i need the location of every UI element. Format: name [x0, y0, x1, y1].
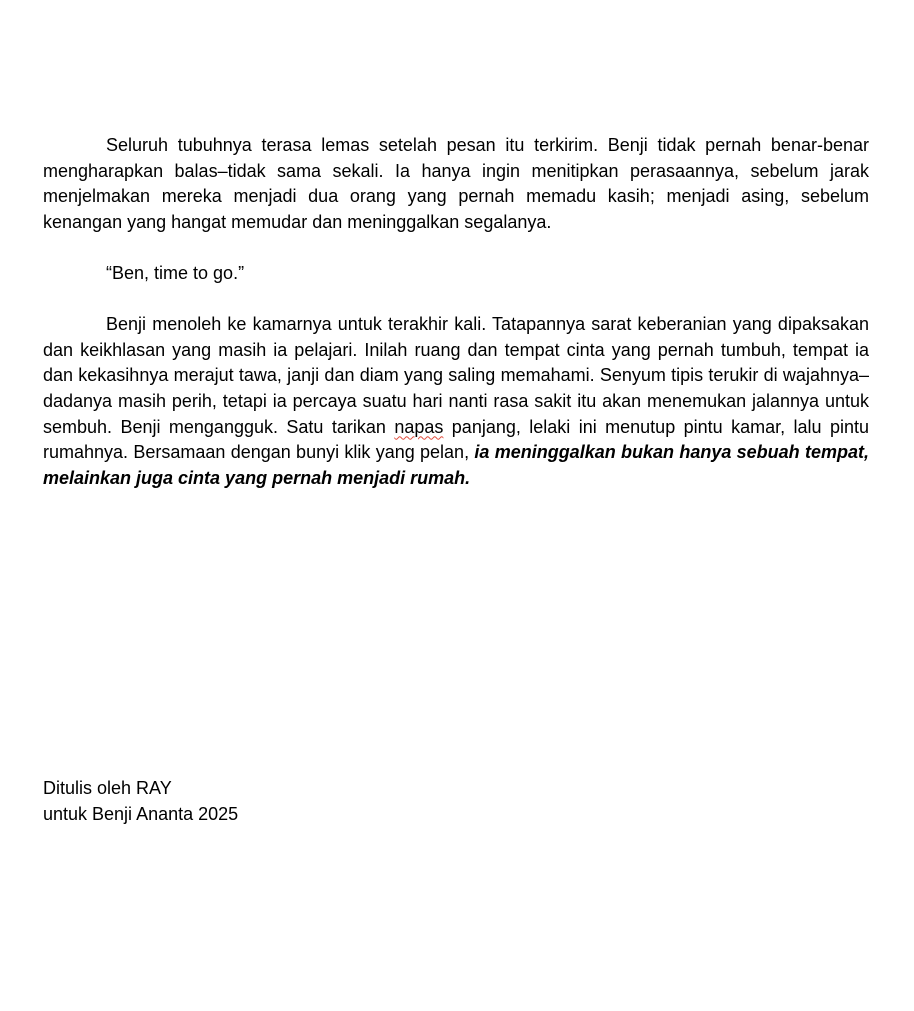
paragraph-1: Seluruh tubuhnya terasa lemas setelah pesan itu terkirim. Benji tidak pernah benar-benar mengharapkan balas–tidak sama sekali. Ia hanya ingin menitipkan perasaannya, sebelum jarak menjelmakan mereka menjadi dua orang yang pernah memadu kasih; menjadi asing, sebelum kenangan yang hangat memudar dan meninggalkan segalanya. — [43, 135, 869, 232]
spellcheck-word[interactable]: napas — [394, 416, 444, 437]
signature-dedication: untuk Benji Ananta 2025 — [43, 803, 239, 824]
paragraph-gap — [43, 235, 869, 261]
paragraph-3-text-a: Benji menoleh ke kamarnya untuk terakhir kali. Tatapannya sarat keberanian yang dipaksakan dan keikhlasan yang masih ia pelajari. Inilah ruang dan tempat cinta yang pernah tumbuh, tempat ia dan kekasihnya merajut tawa, janji dan diam yang saling memahami. Senyum tipis terukir di wajahnya–dadanya masih perih, tetapi ia percaya suatu hari nanti rasa sakit itu akan menemukan jalannya untuk sembuh. Benji mengangguk. Satu tarikan — [43, 314, 869, 437]
paragraph-3-text-b: panjang, lelaki ini menutup pintu kamar, lalu pintu rumahnya. Bersamaan dengan bunyi klik yang pelan, — [43, 416, 869, 463]
paragraph-gap — [43, 287, 869, 313]
signature-author: Ditulis oleh RAY — [43, 778, 172, 798]
paragraph-3 — [43, 312, 869, 491]
emphasis-text: ia meninggalkan bukan hanya sebuah tempat, melainkan juga cinta yang pernah menjadi rumah. — [43, 442, 869, 488]
document-body[interactable] — [43, 133, 869, 491]
signature-block — [43, 776, 238, 827]
paragraph-2-dialogue: “Ben, time to go.” — [106, 262, 245, 283]
